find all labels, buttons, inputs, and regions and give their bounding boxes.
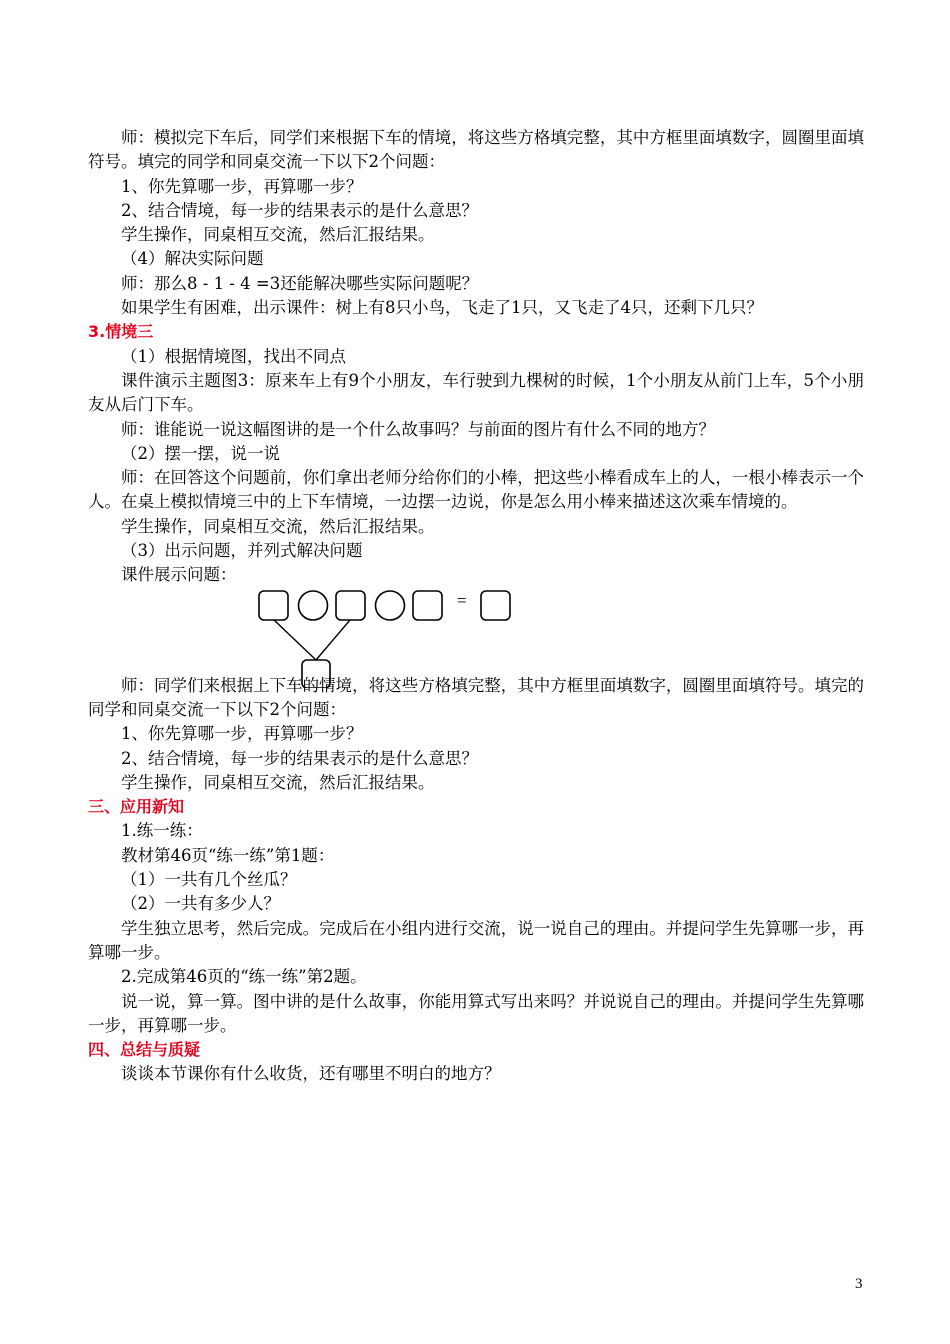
paragraph: 教材第46页“练一练”第1题： bbox=[121, 845, 335, 865]
paragraph: 师：谁能说一说这幅图讲的是一个什么故事吗？与前面的图片有什么不同的地方？ bbox=[121, 419, 715, 439]
paragraph: 谈谈本节课你有什么收货，还有哪里不明白的地方？ bbox=[121, 1064, 501, 1084]
section-heading-apply: 三、应用新知 bbox=[88, 797, 185, 817]
operator-circle-2 bbox=[376, 591, 405, 620]
number-box-2 bbox=[336, 591, 365, 620]
paragraph: 学生操作，同桌相互交流，然后汇报结果。 bbox=[121, 225, 435, 245]
paragraph: 说一说，算一算。图中讲的是什么故事，你能用算式写出来吗？并说说自己的理由。并提问学生先算哪一步，再算哪一步。 bbox=[88, 991, 864, 1035]
paragraph: 1.练一练： bbox=[121, 821, 203, 841]
paragraph: 学生操作，同桌相互交流，然后汇报结果。 bbox=[121, 516, 435, 536]
result-box bbox=[481, 591, 510, 620]
paragraph: 学生操作，同桌相互交流，然后汇报结果。 bbox=[121, 772, 435, 792]
paragraph: 师：模拟完下车后，同学们来根据下车的情境，将这些方格填完整，其中方框里面填数字，圆圈里面填符号。填完的同学和同桌交流一下以下2个问题： bbox=[88, 128, 864, 172]
page-number: 3 bbox=[855, 1276, 863, 1292]
paragraph: （1）根据情境图，找出不同点 bbox=[121, 346, 346, 366]
intermediate-result-box bbox=[302, 660, 330, 688]
equation-diagram-svg bbox=[88, 588, 864, 688]
paragraph: （2）一共有多少人？ bbox=[121, 894, 280, 914]
paragraph: 学生独立思考，然后完成。完成后在小组内进行交流，说一说自己的理由。并提问学生先算哪一步，再算哪一步。 bbox=[88, 918, 864, 962]
section-heading-scene3: 3.情境三 bbox=[88, 322, 154, 342]
paragraph: 1、你先算哪一步，再算哪一步？ bbox=[121, 176, 363, 196]
paragraph: 2、结合情境，每一步的结果表示的是什么意思？ bbox=[121, 200, 478, 220]
document-body bbox=[88, 126, 864, 1087]
number-box-3 bbox=[413, 591, 442, 620]
paragraph: 2、结合情境，每一步的结果表示的是什么意思？ bbox=[121, 748, 478, 768]
operator-circle-1 bbox=[299, 591, 328, 620]
section-heading-summary: 四、总结与质疑 bbox=[88, 1040, 201, 1060]
paragraph: （4）解决实际问题 bbox=[121, 249, 264, 269]
bracket-line-right bbox=[316, 620, 350, 660]
number-box-1 bbox=[259, 591, 288, 620]
paragraph: 2.完成第46页的“练一练”第2题。 bbox=[121, 967, 367, 987]
paragraph: （3）出示问题，并列式解决问题 bbox=[121, 541, 363, 561]
equation-diagram bbox=[88, 588, 864, 674]
equals-sign: = bbox=[457, 590, 467, 610]
paragraph: （2）摆一摆，说一说 bbox=[121, 443, 280, 463]
paragraph: 1、你先算哪一步，再算哪一步？ bbox=[121, 724, 363, 744]
bracket-line-left bbox=[274, 620, 316, 660]
paragraph: 如果学生有困难，出示课件：树上有8只小鸟，飞走了1只，又飞走了4只，还剩下几只？ bbox=[121, 298, 763, 318]
paragraph: 课件展示问题： bbox=[121, 565, 237, 585]
paragraph: 课件演示主题图3：原来车上有9个小朋友，车行驶到九棵树的时候，1个小朋友从前门上车，5个小朋友从后门下车。 bbox=[88, 370, 864, 415]
paragraph: 师：同学们来根据上下车的情境，将这些方格填完整，其中方框里面填数字，圆圈里面填符号。填完的同学和同桌交流一下以下2个问题： bbox=[88, 675, 864, 719]
paragraph: 师：在回答这个问题前，你们拿出老师分给你们的小棒，把这些小棒看成车上的人，一根小棒表示一个人。在桌上模拟情境三中的上下车情境，一边摆一边说，你是怎么用小棒来描述这次乘车情境的。 bbox=[88, 468, 864, 512]
paragraph: （1）一共有几个丝瓜？ bbox=[121, 870, 297, 890]
paragraph: 师：那么8 - 1 - 4 =3还能解决哪些实际问题呢？ bbox=[121, 273, 479, 293]
